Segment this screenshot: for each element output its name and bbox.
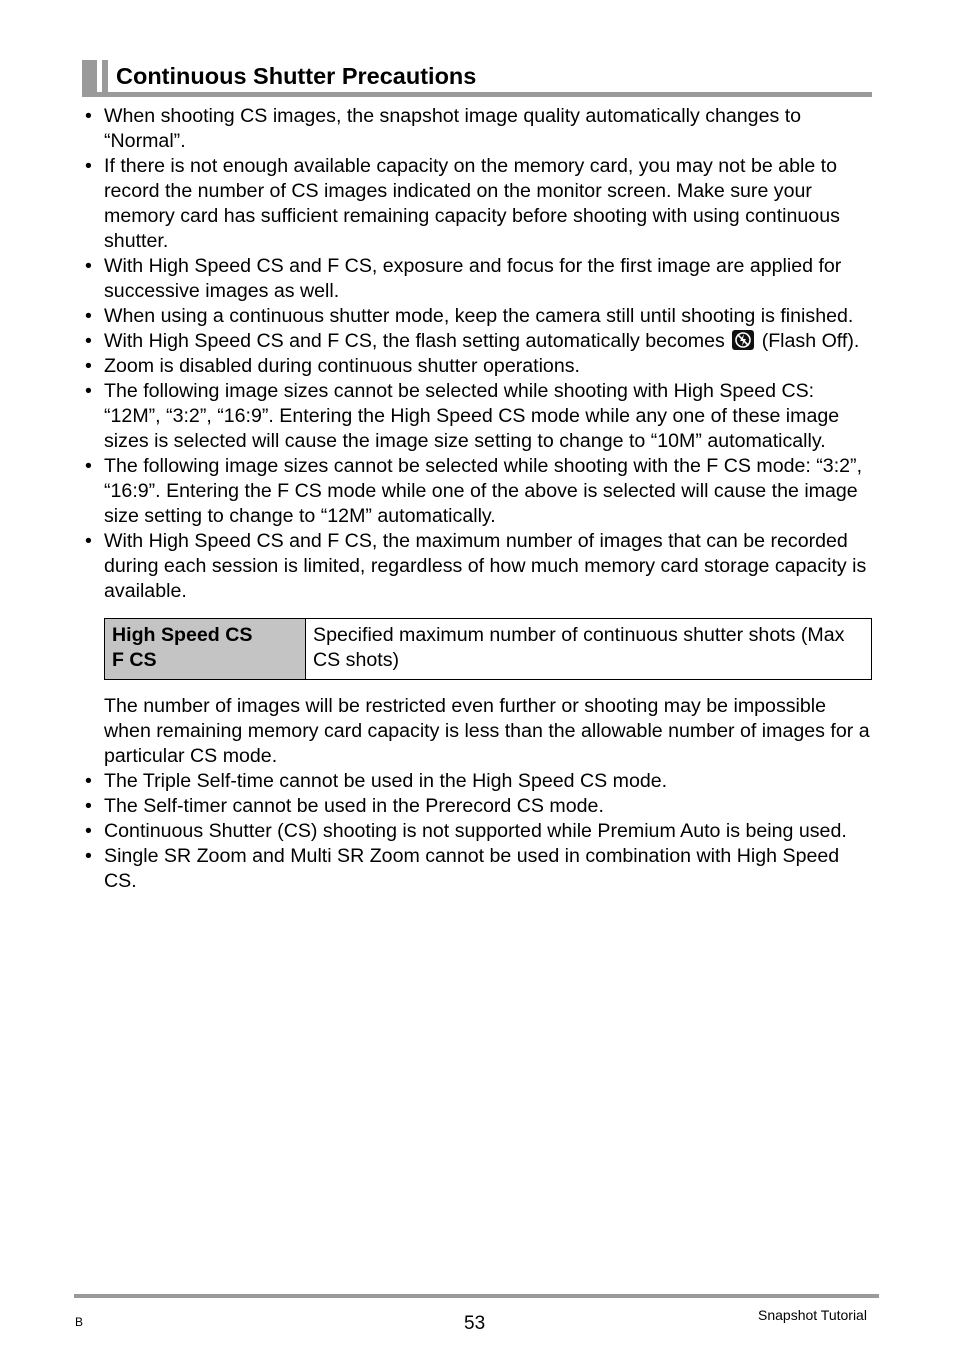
bullet-icon: • — [85, 155, 92, 177]
list-item: • When using a continuous shutter mode, keep the camera still until shooting is finished. — [85, 305, 854, 327]
table-row — [105, 619, 872, 680]
bullet-icon: • — [85, 845, 92, 867]
bullet-icon: • — [85, 105, 92, 127]
bullet-icon: • — [85, 330, 92, 352]
table-label-cell: High Speed CS F CS — [105, 619, 306, 680]
max-cs-table — [104, 618, 872, 680]
list-item: • If there is not enough available capacity on the memory card, you may not be able to record the number of CS images indicated on the monitor screen. Make sure your memory card has sufficient remaining capacity before shooting with using continuous shutter. — [85, 155, 840, 252]
bullet-icon: • — [85, 820, 92, 842]
bullet-icon: • — [85, 770, 92, 792]
note-paragraph: The number of images will be restricted even further or shooting may be impossible when remaining memory card capacity is less than the allowable number of images for a particular CS mode. — [104, 695, 870, 767]
heading-bar-marker-thin — [102, 60, 108, 94]
list-item: • With High Speed CS and F CS, exposure and focus for the first image are applied for successive images as well. — [85, 255, 842, 302]
list-item-flash: • With High Speed CS and F CS, the flash setting automatically becomes (Flash Off). — [85, 330, 860, 352]
list-item: • Continuous Shutter (CS) shooting is not supported while Premium Auto is being used. — [85, 820, 847, 842]
precautions-list-c — [82, 769, 872, 894]
precautions-list-a — [82, 104, 872, 604]
flash-off-icon — [732, 330, 754, 350]
bullet-icon: • — [85, 380, 92, 402]
list-item: • With High Speed CS and F CS, the maximum number of images that can be recorded during each session is limited, regardless of how much memory card storage capacity is available. — [85, 530, 867, 602]
list-item: • The following image sizes cannot be selected while shooting with the F CS mode: “3:2”, “16:9”. Entering the F CS mode while one of the above is selected will cause the image size setting to change to “12M” automatically. — [85, 455, 863, 527]
page-number: 53 — [464, 1313, 486, 1334]
bullet-icon: • — [85, 255, 92, 277]
bullet-icon: • — [85, 530, 92, 552]
list-item: • When shooting CS images, the snapshot image quality automatically changes to “Normal”. — [85, 105, 802, 152]
heading-rule — [82, 92, 872, 97]
footer-language-mark: B — [75, 1315, 84, 1329]
heading-bar-marker — [82, 60, 97, 94]
table-value-cell: Specified maximum number of continuous shutter shots (Max CS shots) — [306, 619, 872, 680]
list-item: • The following image sizes cannot be selected while shooting with High Speed CS: “12M”, “3:2”, “16:9”. Entering the High Speed CS mode while any one of these image sizes is selected will cause the image size setting to change to “10M” automatically. — [85, 380, 840, 452]
bullet-icon: • — [85, 795, 92, 817]
bullet-icon: • — [85, 355, 92, 377]
content-body — [82, 104, 872, 894]
list-item: • The Self-timer cannot be used in the Prerecord CS mode. — [85, 795, 604, 817]
footer-rule — [74, 1294, 879, 1298]
section-title: Continuous Shutter Precautions — [116, 63, 477, 89]
bullet-icon: • — [85, 305, 92, 327]
section-heading — [82, 58, 872, 98]
list-item: • Single SR Zoom and Multi SR Zoom cannot be used in combination with High Speed CS. — [85, 845, 840, 892]
bullet-icon: • — [85, 455, 92, 477]
list-item: • The Triple Self-time cannot be used in the High Speed CS mode. — [85, 770, 668, 792]
footer-chapter-title: Snapshot Tutorial — [758, 1307, 867, 1323]
list-item: • Zoom is disabled during continuous shutter operations. — [85, 355, 580, 377]
